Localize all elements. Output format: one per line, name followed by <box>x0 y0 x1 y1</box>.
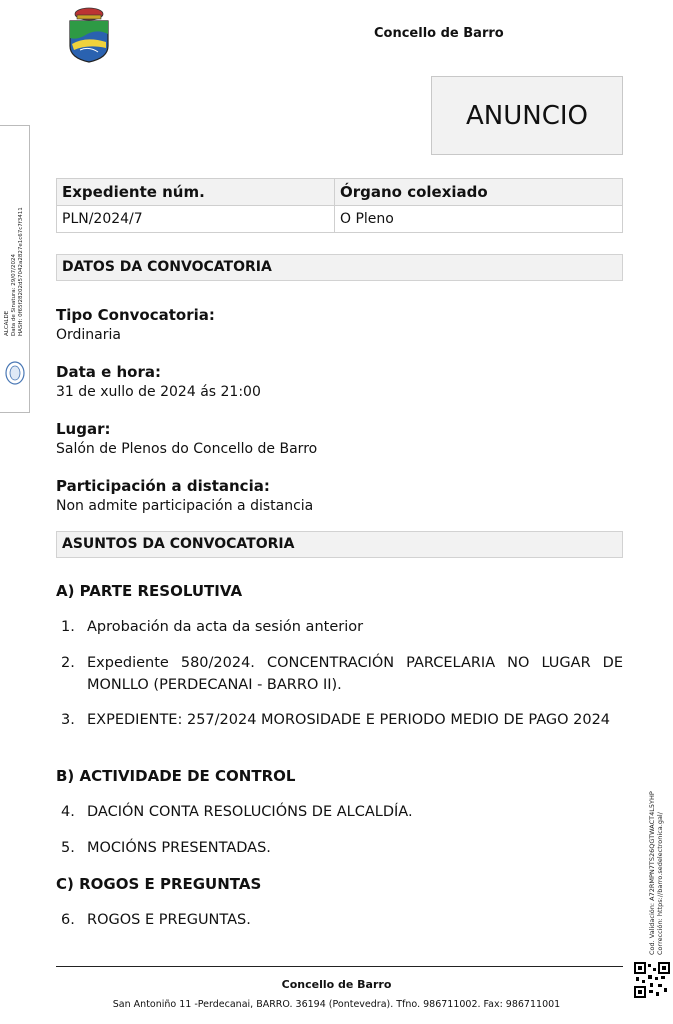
validation-url: Corrección: https://barro.sedelectronica.gal/ <box>656 812 664 955</box>
organo-value: O Pleno <box>335 206 623 233</box>
part-a-title: A) PARTE RESOLUTIVA <box>56 582 243 600</box>
item-text: EXPEDIENTE: 257/2024 MOROSIDADE E PERIODO MEDIO DE PAGO 2024 <box>87 712 611 728</box>
list-item <box>61 616 623 638</box>
field-value: Non admite participación a distancia <box>56 498 314 514</box>
footer-title: Concello de Barro <box>281 978 392 991</box>
list-item <box>61 909 623 931</box>
validation-text <box>648 791 664 955</box>
header-title: Concello de Barro <box>374 26 504 41</box>
field-label: Lugar: <box>56 420 111 438</box>
footer-address: San Antoniño 11 -Perdecanai, BARRO. 36194 (Pontevedra). Tfno. 986711002. Fax: 986711001 <box>112 999 561 1010</box>
qr-code-icon <box>634 962 670 998</box>
signed-date: Data de Sinatura: 29/07/2024 <box>11 254 17 336</box>
item-number: 2. <box>61 655 75 671</box>
col-header-organo: Órgano colexiado <box>335 179 623 206</box>
item-text: MOCIÓNS PRESENTADAS. <box>87 840 271 856</box>
col-header-expediente: Expediente núm. <box>57 179 335 206</box>
announcement-box <box>431 76 623 155</box>
field-label: Participación a distancia: <box>56 477 270 495</box>
coat-of-arms-icon <box>66 6 112 64</box>
field-label: Data e hora: <box>56 363 161 381</box>
field-label: Tipo Convocatoria: <box>56 306 215 324</box>
section-datos-title: DATOS DA CONVOCATORIA <box>56 254 623 281</box>
table-row <box>57 206 623 233</box>
field-value: Ordinaria <box>56 327 121 343</box>
item-number: 1. <box>61 619 75 635</box>
signature-hash: HASH: 0f65f28202d57042a2827e1c67c7f3411 <box>18 207 24 336</box>
section-asuntos-title: ASUNTOS DA CONVOCATORIA <box>56 531 623 558</box>
list-item <box>61 709 623 731</box>
item-number: 6. <box>61 912 75 928</box>
list-item <box>61 652 623 696</box>
announcement-label: ANUNCIO <box>465 100 588 131</box>
signer-role: ALCALDE <box>4 310 10 336</box>
table-header-row <box>57 179 623 206</box>
field-lugar <box>56 419 317 459</box>
part-b-title: B) ACTIVIDADE DE CONTROL <box>56 767 296 785</box>
item-number: 5. <box>61 840 75 856</box>
item-number: 4. <box>61 804 75 820</box>
item-text: ROGOS E PREGUNTAS. <box>87 912 251 928</box>
field-value: Salón de Plenos do Concello de Barro <box>56 441 318 457</box>
list-item <box>61 801 623 823</box>
item-text: Aprobación da acta da sesión anterior <box>87 619 364 635</box>
list-item <box>61 837 623 859</box>
item-text: DACIÓN CONTA RESOLUCIÓNS DE ALCALDÍA. <box>87 804 413 820</box>
footer-divider <box>56 966 623 967</box>
field-tipo <box>56 305 215 345</box>
part-c-title: C) ROGOS E PREGUNTAS <box>56 875 262 893</box>
field-value: 31 de xullo de 2024 ás 21:00 <box>56 384 261 400</box>
field-participacion <box>56 476 313 516</box>
validation-code: Cod. Validación: A72RMPN7TS26QGTWACT4L5YHP <box>648 791 656 955</box>
expediente-value: PLN/2024/7 <box>57 206 335 233</box>
file-info-table <box>56 178 623 233</box>
field-data-hora <box>56 362 261 402</box>
seal-icon <box>4 360 26 386</box>
item-number: 3. <box>61 712 75 728</box>
item-text: Expediente 580/2024. CONCENTRACIÓN PARCELARIA NO LUGAR DE MONLLO (PERDECANAI - BARRO II). <box>87 655 623 693</box>
